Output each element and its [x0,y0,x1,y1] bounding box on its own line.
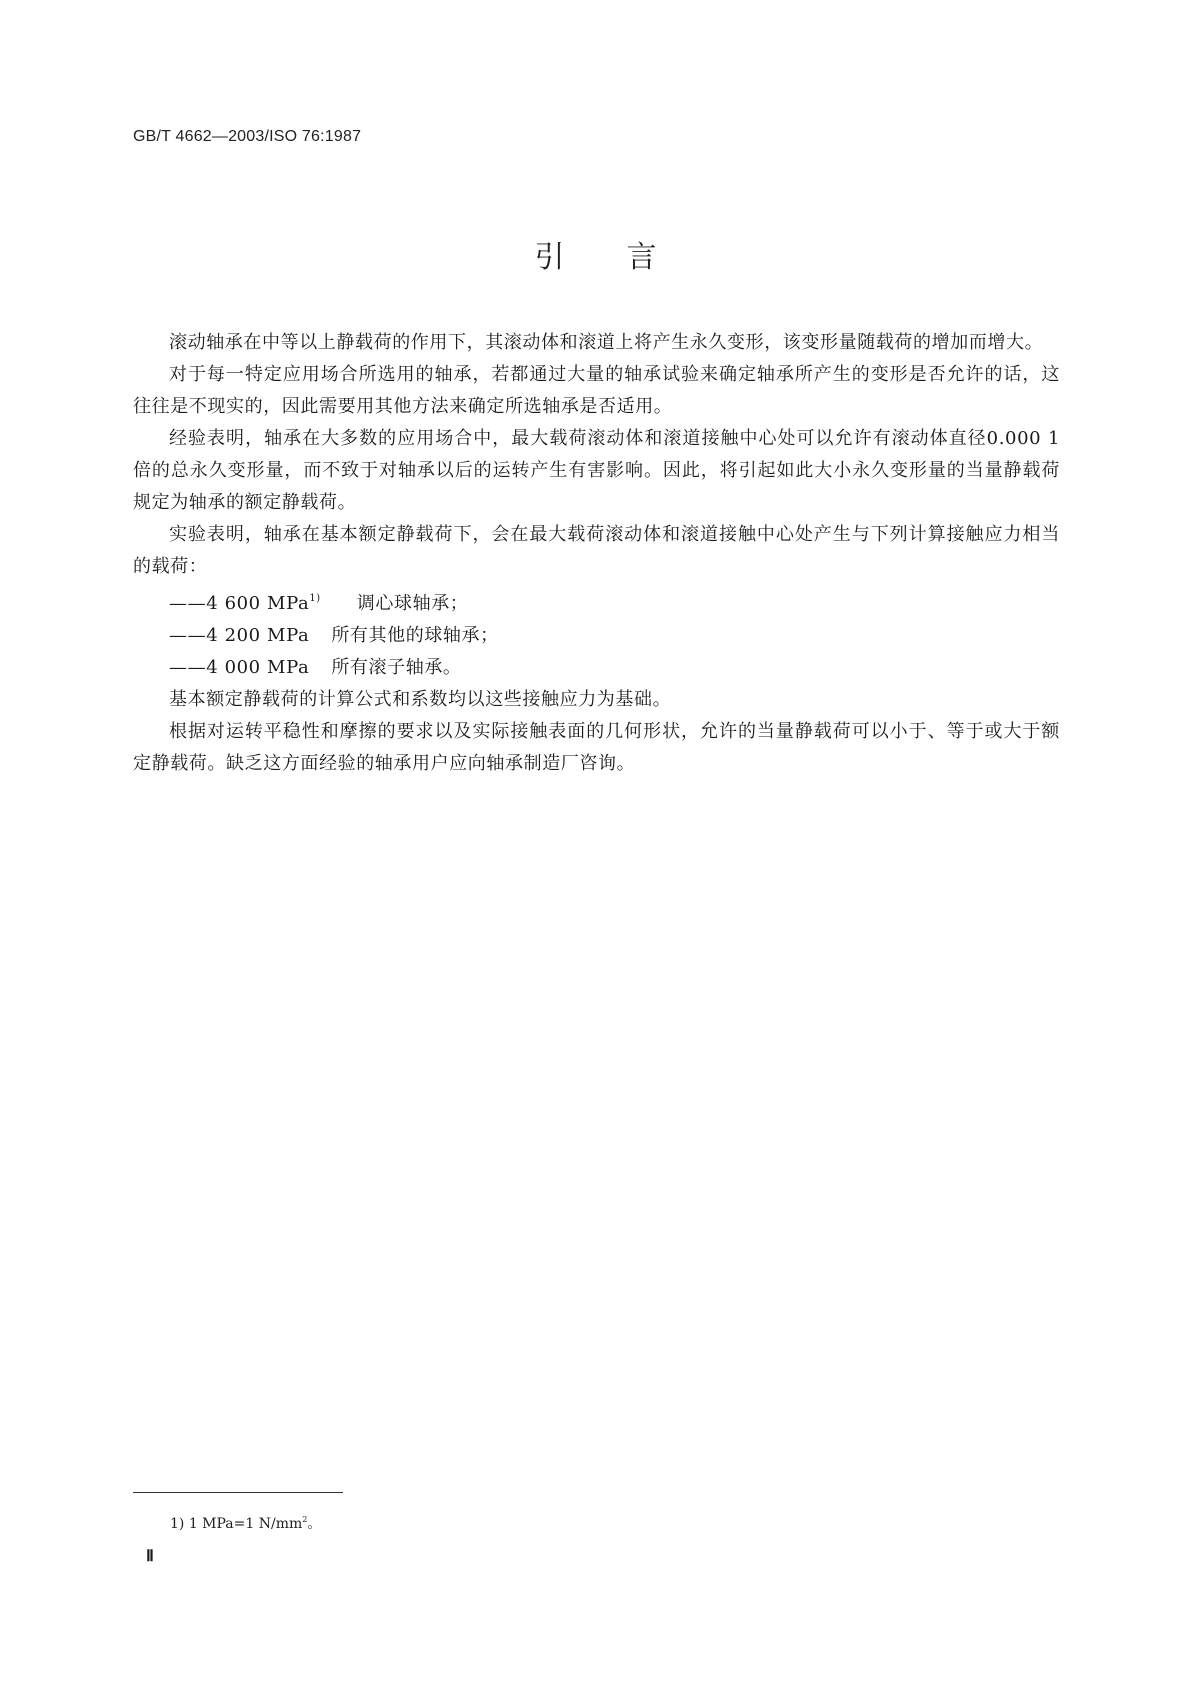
list-item [133,652,1060,684]
standard-header: GB/T 4662—2003/ISO 76:1987 [133,128,362,145]
stress-value: ——4 200 MPa [169,625,310,646]
footnote-text: 1) 1 MPa=1 N/mm [170,1516,303,1532]
footnote-divider [133,1492,343,1493]
paragraph: 滚动轴承在中等以上静载荷的作用下，其滚动体和滚道上将产生永久变形，该变形量随载荷的增加而增大。 [169,332,1044,353]
bearing-type: 所有其他的球轴承； [331,625,499,646]
footnote-exponent: 2 [302,1515,308,1524]
paragraph: 对于每一特定应用场合所选用的轴承，若都通过大量的轴承试验来确定轴承所产生的变形是否允许的话，这往往是不现实的，因此需要用其他方法来确定所选轴承是否适用。 [133,364,1060,417]
footnote-ref: 1) [309,593,321,604]
paragraph: 基本额定静载荷的计算公式和系数均以这些接触应力为基础。 [169,689,672,710]
paragraph: 实验表明，轴承在基本额定静载荷下，会在最大载荷滚动体和滚道接触中心处产生与下列计算接触应力相当的载荷： [133,524,1060,577]
page-title: 引言 [534,240,719,275]
list-item [133,620,1060,652]
footnote [170,1513,321,1533]
paragraph: 根据对运转平稳性和摩擦的要求以及实际接触表面的几何形状，允许的当量静载荷可以小于、等于或大于额定静载荷。缺乏这方面经验的轴承用户应向轴承制造厂咨询。 [133,721,1060,774]
footnote-tail: 。 [307,1516,322,1532]
page-number: Ⅱ [146,1548,154,1565]
paragraph: 经验表明，轴承在大多数的应用场合中，最大载荷滚动体和滚道接触中心处可以允许有滚动体直径0.000 1倍的总永久变形量，而不致于对轴承以后的运转产生有害影响。因此，将引起如此大小永久变形量的当量静载荷规定为轴承的额定静载荷。 [133,428,1060,513]
stress-value: ——4 600 MPa [169,593,310,614]
body-text [133,327,1060,780]
bearing-type: 所有滚子轴承。 [331,657,462,678]
bearing-type: 调心球轴承； [356,593,469,614]
list-item [133,583,1060,620]
stress-value: ——4 000 MPa [169,657,310,678]
